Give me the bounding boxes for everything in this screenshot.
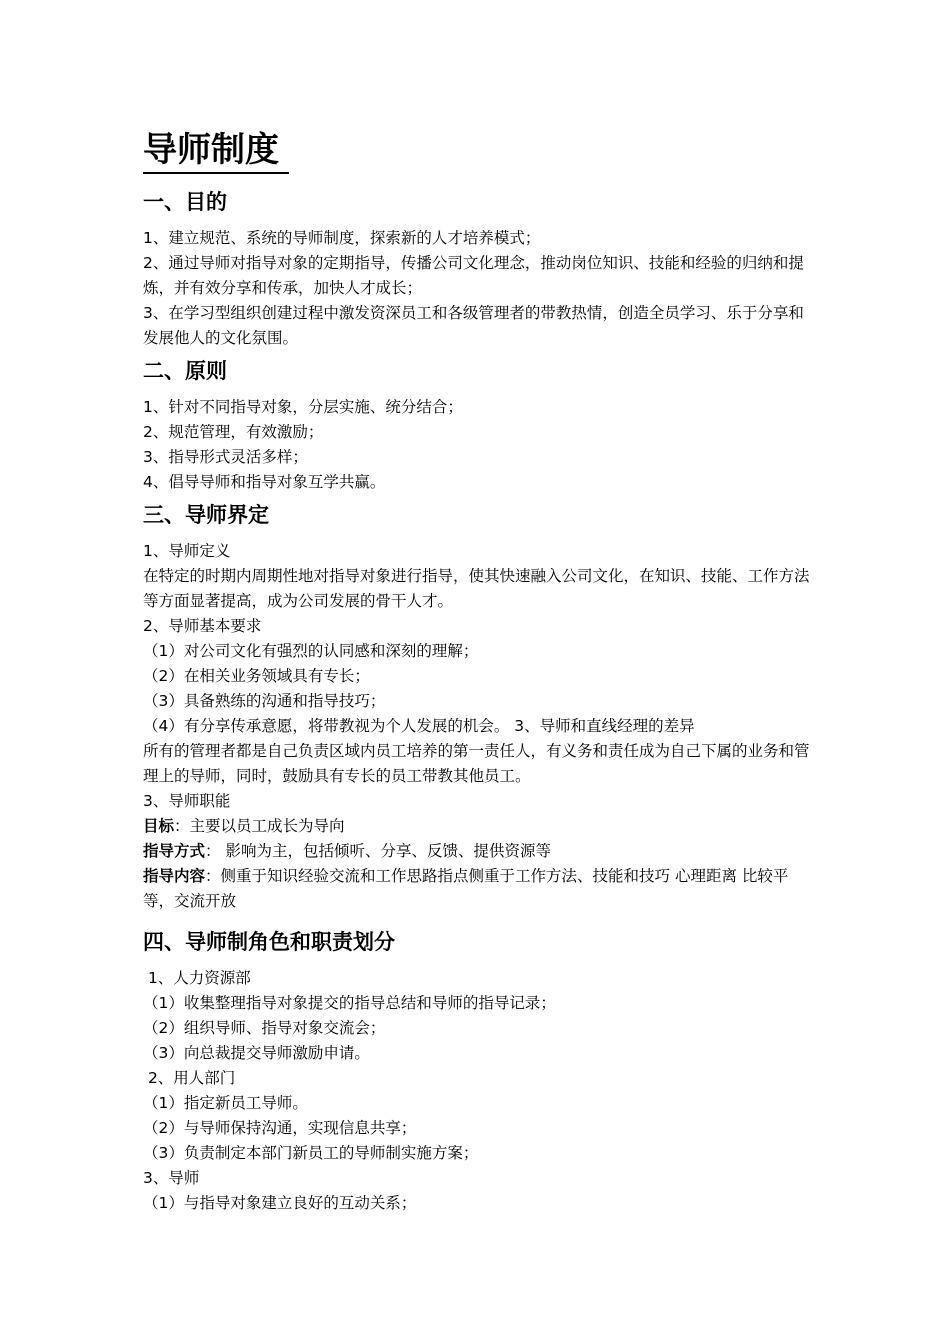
paragraph: 2、通过导师对指导对象的定期指导，传播公司文化理念，推动岗位知识、技能和经验的归纳和提炼，并有效分享和传承，加快人才成长； (143, 254, 804, 297)
paragraph: 3、导师职能 (143, 792, 231, 810)
section-mentor-definition (143, 501, 815, 914)
section-heading: 四、导师制角色和职责划分 (143, 930, 395, 954)
paragraph: （2）组织导师、指导对象交流会； (143, 1019, 386, 1037)
paragraph: （4）有分享传承意愿，将带教视为个人发展的机会。 3、导师和直线经理的差异 (143, 717, 695, 735)
label-text: ： 影响为主，包括倾听、分享、反馈、提供资源等 (205, 842, 551, 860)
paragraph: （3）向总裁提交导师激励申请。 (143, 1044, 370, 1062)
section-heading: 二、原则 (143, 359, 227, 383)
paragraph: （3）负责制定本部门新员工的导师制实施方案； (143, 1144, 479, 1162)
paragraph: 1、人力资源部 (143, 969, 251, 987)
paragraph: 3、指导形式灵活多样； (143, 448, 308, 466)
label-text: ：侧重于知识经验交流和工作思路指点侧重于工作方法、技能和技巧 心理距离 比较平等，交流开放 (143, 867, 789, 910)
bold-label: 目标 (143, 817, 175, 835)
labeled-paragraph (143, 839, 815, 864)
paragraph: 1、针对不同指导对象，分层实施、统分结合； (143, 398, 463, 416)
paragraph: 1、导师定义 (143, 542, 231, 560)
paragraph: （1）与指导对象建立良好的互动关系； (143, 1194, 417, 1212)
paragraph: （1）对公司文化有强烈的认同感和深刻的理解； (143, 642, 479, 660)
paragraph: 3、导师 (143, 1169, 200, 1187)
paragraph: 3、在学习型组织创建过程中激发资深员工和各级管理者的带教热情，创造全员学习、乐于分享和发展他人的文化氛围。 (143, 304, 804, 347)
bold-label: 指导内容 (143, 867, 206, 885)
section-purpose (143, 188, 815, 351)
section-principles (143, 357, 815, 495)
paragraph: （1）收集整理指导对象提交的指导总结和导师的指导记录； (143, 994, 556, 1012)
section-heading: 三、导师界定 (143, 503, 269, 527)
paragraph: （1）指定新员工导师。 (143, 1094, 308, 1112)
labeled-paragraph (143, 864, 815, 914)
paragraph: 4、倡导导师和指导对象互学共赢。 (143, 473, 386, 491)
document-title: 导师制度 (143, 128, 289, 174)
document-page (143, 128, 815, 1220)
paragraph: （2）与导师保持沟通，实现信息共享； (143, 1119, 417, 1137)
paragraph: 所有的管理者都是自己负责区域内员工培养的第一责任人，有义务和责任成为自己下属的业务和管理上的导师，同时，鼓励具有专长的员工带教其他员工。 (143, 742, 810, 785)
paragraph: 2、导师基本要求 (143, 617, 262, 635)
paragraph: 在特定的时期内周期性地对指导对象进行指导，使其快速融入公司文化，在知识、技能、工作方法等方面显著提高，成为公司发展的骨干人才。 (143, 567, 810, 610)
paragraph: （3）具备熟练的沟通和指导技巧； (143, 692, 386, 710)
label-text: ：主要以员工成长为导向 (174, 817, 345, 835)
labeled-paragraph (143, 814, 815, 839)
bold-label: 指导方式 (143, 842, 206, 860)
paragraph: 1、建立规范、系统的导师制度，探索新的人才培养模式； (143, 229, 541, 247)
paragraph: （2）在相关业务领域具有专长； (143, 667, 370, 685)
section-heading: 一、目的 (143, 190, 227, 214)
paragraph: 2、规范管理，有效激励； (143, 423, 324, 441)
section-roles-responsibilities (143, 928, 815, 1216)
paragraph: 2、用人部门 (143, 1069, 236, 1087)
